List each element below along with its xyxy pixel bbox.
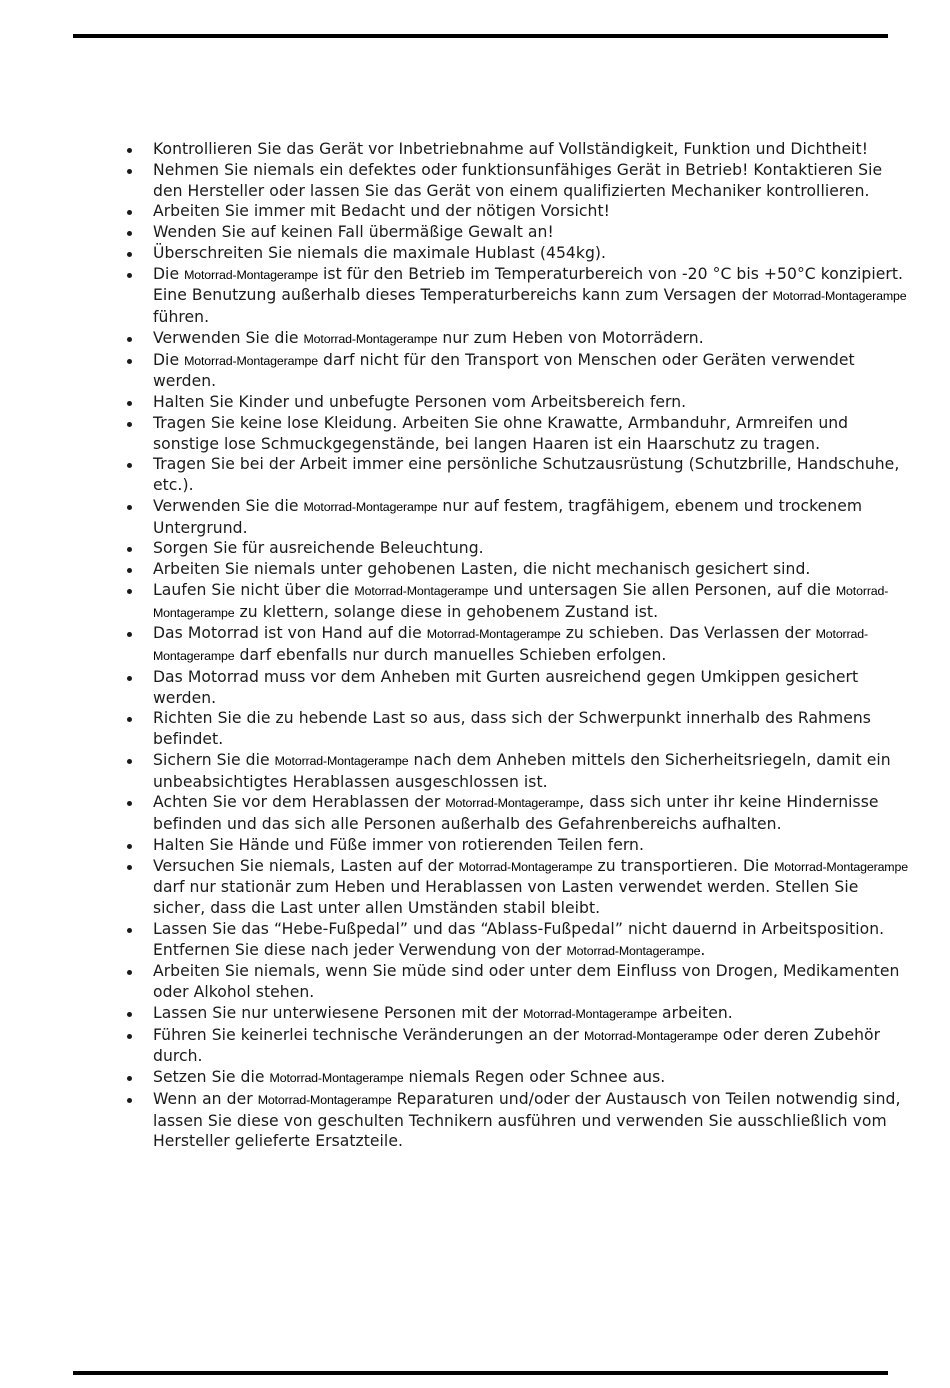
bullet-icon [127,717,132,722]
item-text: zu schieben. Das Verlassen der [560,624,816,643]
item-text: Achten Sie vor dem Herablassen der [153,793,446,812]
bullet-icon [127,1012,132,1017]
bullet-icon [127,359,132,364]
bullet-icon [127,337,132,342]
bullet-icon [127,1034,132,1039]
product-name: Motorrad-Montagerampe [269,1071,404,1085]
item-text: darf nur stationär zum Heben und Herablassen von Lasten verwendet werden. Stellen Sie sicher, dass die Last unter allen Umständen stabil bleibt. [153,878,859,917]
item-text: Lassen Sie das “Hebe-Fußpedal” und das “Ablass-Fußpedal” nicht dauernd in Arbeitsposition. Entfernen Sie diese nach jeder Verwendung von der [153,919,885,959]
bullet-icon [127,273,132,278]
list-item [115,580,910,624]
bullet-icon [127,169,132,174]
product-name: Motorrad-Montagerampe [426,627,561,642]
list-item [115,623,910,667]
bullet-icon [127,210,132,215]
item-text: Nehmen Sie niemals ein defektes oder funktionsunfähiges Gerät in Betrieb! Kontaktieren Sie den Hersteller oder lassen Sie das Gerät von einem qualifizierten Mechaniker kontrollieren. [153,160,883,200]
list-item [115,750,910,793]
product-name: Motorrad-Montagerampe [584,1028,718,1043]
safety-bullet-list [115,139,910,1152]
list-item [115,496,910,539]
list-item [115,201,910,222]
item-text: niemals Regen oder Schnee aus. [403,1068,666,1086]
list-item [115,160,910,202]
header-rule [73,34,888,38]
bullet-icon [127,252,132,257]
item-text: darf nicht für den Transport von Menschen oder Geräten verwendet werden. [153,350,855,391]
item-text: darf ebenfalls nur durch manuelles Schieben erfolgen. [234,646,667,664]
footer-rule [73,1371,888,1375]
item-text: Versuchen Sie niemals, Lasten auf der [153,856,459,875]
product-name: Motorrad-Montagerampe [184,267,318,282]
item-text: Führen Sie keinerlei technische Veränderungen an der [153,1025,584,1044]
item-text: Das Motorrad ist von Hand auf die [153,624,427,643]
product-name: Motorrad-Montagerampe [772,289,907,304]
product-name: Motorrad-Montagerampe [274,753,409,768]
product-name: Motorrad-Montagerampe [445,796,580,811]
list-item [115,559,910,580]
item-text: arbeiten. [657,1003,733,1022]
list-item [115,139,910,160]
list-item [115,454,910,496]
bullet-icon [127,928,132,933]
product-name: Motorrad-Montagerampe [153,627,868,663]
list-item [115,835,910,856]
list-item [115,1067,910,1089]
list-item [115,413,910,455]
list-item [115,919,910,962]
product-name: Motorrad-Montagerampe [566,943,701,958]
product-name: Motorrad-Montagerampe [184,353,318,368]
item-text: Tragen Sie keine lose Kleidung. Arbeiten Sie ohne Krawatte, Armbanduhr, Armreifen und sonstige lose Schmuckgegenstände, bei langen Haaren ist ein Haarschutz zu tragen. [153,413,849,453]
product-name: Motorrad-Montagerampe [257,1092,392,1107]
item-text: Arbeiten Sie niemals, wenn Sie müde sind oder unter dem Einfluss von Drogen, Medikamenten oder Alkohol stehen. [153,962,900,1001]
bullet-icon [127,148,132,153]
bullet-icon [127,422,132,427]
item-text: Laufen Sie nicht über die [153,580,355,599]
product-name: Motorrad-Montagerampe [303,331,438,346]
list-item [115,1003,910,1025]
item-text: ist für den Betrieb im Temperaturbereich von -20 °C bis +50°C konzipiert. Eine Benutzung außerhalb dieses Temperaturbereichs kann zum Versagen der [153,264,904,305]
list-item [115,264,910,328]
list-item [115,538,910,559]
bullet-icon [127,632,132,637]
item-text: nach dem Anheben mittels den Sicherheitsriegeln, damit ein unbeabsichtigtes Herablassen ausgeschlossen ist. [153,750,891,791]
list-item [115,1089,910,1152]
item-text: Sichern Sie die [153,750,275,769]
item-text: Wenn an der [153,1089,258,1108]
item-text: Das Motorrad muss vor dem Anheben mit Gurten ausreichend gegen Umkippen gesichert werden. [153,667,859,707]
bullet-icon [127,1098,132,1103]
bullet-icon [127,401,132,406]
bullet-icon [127,568,132,573]
list-item [115,328,910,350]
item-text: , dass sich unter ihr keine Hindernisse befinden und das sich alle Personen außerhalb des Gefahrenbereichs aufhalten. [153,793,879,833]
bullet-icon [127,547,132,552]
product-name: Motorrad-Montagerampe [774,859,908,874]
list-item [115,1025,910,1068]
item-text: nur auf festem, tragfähigem, ebenem und trockenem Untergrund. [153,496,863,537]
item-text: Die [153,264,185,283]
list-item [115,243,910,264]
bullet-icon [127,676,132,681]
list-item [115,792,910,835]
item-text: führen. [153,308,210,326]
product-name: Motorrad-Montagerampe [523,1006,658,1021]
item-text: Verwenden Sie die [153,328,304,347]
bullet-icon [127,231,132,236]
list-item [115,856,910,919]
safety-instructions [115,139,910,1152]
list-item [115,667,910,709]
product-name: Motorrad-Montagerampe [354,583,489,598]
bullet-icon [127,759,132,764]
item-text: Setzen Sie die [153,1068,270,1086]
bullet-icon [127,844,132,849]
item-text: zu transportieren. Die [592,856,775,875]
item-text: Lassen Sie nur unterwiesene Personen mit der [153,1003,524,1022]
item-text: Überschreiten Sie niemals die maximale Hublast (454kg). [153,243,607,262]
bullet-icon [127,1076,132,1081]
product-name: Motorrad-Montagerampe [303,499,438,514]
list-item [115,350,910,393]
bullet-icon [127,463,132,468]
item-text: . [700,940,706,959]
item-text: Wenden Sie auf keinen Fall übermäßige Gewalt an! [153,223,554,241]
bullet-icon [127,970,132,975]
item-text: Verwenden Sie die [153,496,304,515]
list-item [115,392,910,413]
item-text: Arbeiten Sie niemals unter gehobenen Lasten, die nicht mechanisch gesichert sind. [153,560,811,578]
bullet-icon [127,505,132,510]
bullet-icon [127,589,132,594]
bullet-icon [127,865,132,870]
item-text: Tragen Sie bei der Arbeit immer eine persönliche Schutzausrüstung (Schutzbrille, Handschuhe, etc.). [153,455,900,494]
list-item [115,961,910,1003]
item-text: nur zum Heben von Motorrädern. [437,328,704,347]
item-text: Reparaturen und/oder der Austausch von Teilen notwendig sind, lassen Sie diese von geschulten Technikern ausführen und verwenden Sie ausschließlich vom Hersteller gelieferte Ersatzteile. [153,1089,901,1151]
item-text: Halten Sie Hände und Füße immer von rotierenden Teilen fern. [153,835,644,854]
item-text: Sorgen Sie für ausreichende Beleuchtung. [153,539,484,558]
list-item [115,708,910,750]
bullet-icon [127,801,132,806]
product-name: Motorrad-Montagerampe [153,583,889,620]
list-item [115,222,910,243]
item-text: Arbeiten Sie immer mit Bedacht und der nötigen Vorsicht! [153,202,610,221]
product-name: Motorrad-Montagerampe [458,859,593,874]
item-text: oder deren Zubehör durch. [153,1025,881,1066]
item-text: und untersagen Sie allen Personen, auf die [488,580,836,599]
item-text: Halten Sie Kinder und unbefugte Personen vom Arbeitsbereich fern. [153,393,687,411]
item-text: zu klettern, solange diese in gehobenem Zustand ist. [234,602,659,621]
item-text: Richten Sie die zu hebende Last so aus, dass sich der Schwerpunkt innerhalb des Rahmens befindet. [153,709,871,748]
item-text: Kontrollieren Sie das Gerät vor Inbetriebnahme auf Vollständigkeit, Funktion und Dichtheit! [153,140,869,158]
item-text: Die [153,350,185,369]
